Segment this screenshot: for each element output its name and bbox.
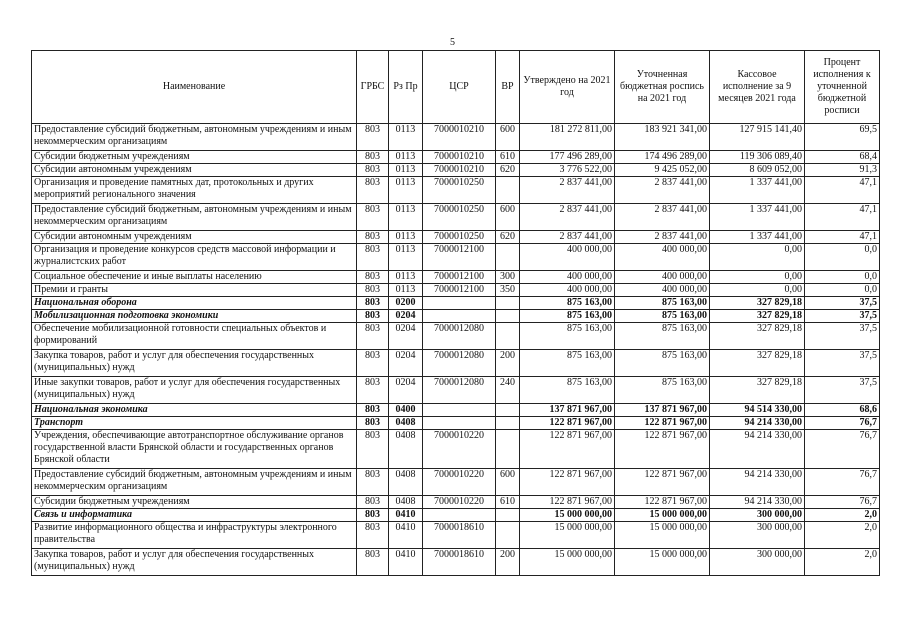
cell-refined: 9 425 052,00 (615, 164, 710, 177)
cell-vr (496, 297, 520, 310)
cell-approved: 122 871 967,00 (520, 417, 615, 430)
cell-csr: 7000010250 (423, 177, 496, 204)
cell-refined: 122 871 967,00 (615, 430, 710, 469)
cell-rz-pr: 0400 (389, 404, 423, 417)
cell-grbs: 803 (357, 323, 389, 350)
cell-approved: 15 000 000,00 (520, 549, 615, 576)
cell-name: Субсидии автономным учреждениям (32, 231, 357, 244)
cell-approved: 875 163,00 (520, 310, 615, 323)
cell-refined: 122 871 967,00 (615, 417, 710, 430)
cell-approved: 181 272 811,00 (520, 124, 615, 151)
header-percent: Процент исполнения к уточненной бюджетной росписи (805, 51, 880, 124)
cell-rz-pr: 0204 (389, 323, 423, 350)
table-row (32, 522, 880, 549)
cell-percent: 47,1 (805, 204, 880, 231)
cell-name: Развитие информационного общества и инфраструктуры электронного правительства (32, 522, 357, 549)
cell-cash: 0,00 (710, 284, 805, 297)
cell-percent: 2,0 (805, 522, 880, 549)
cell-csr: 7000010220 (423, 469, 496, 496)
table-row (32, 310, 880, 323)
cell-percent: 69,5 (805, 124, 880, 151)
cell-vr (496, 310, 520, 323)
page-number: 5 (450, 37, 455, 48)
cell-cash: 327 829,18 (710, 350, 805, 377)
cell-rz-pr: 0113 (389, 151, 423, 164)
cell-percent: 47,1 (805, 231, 880, 244)
cell-rz-pr: 0408 (389, 430, 423, 469)
cell-csr: 7000012080 (423, 377, 496, 404)
cell-approved: 15 000 000,00 (520, 522, 615, 549)
table-header-row (32, 51, 880, 124)
cell-refined: 15 000 000,00 (615, 549, 710, 576)
cell-name: Субсидии бюджетным учреждениям (32, 151, 357, 164)
cell-grbs: 803 (357, 297, 389, 310)
header-name: Наименование (32, 51, 357, 124)
cell-name: Учреждения, обеспечивающие автотранспортное обслуживание органов государственной власти Брянской области и государственных органов Брянской области (32, 430, 357, 469)
cell-cash: 327 829,18 (710, 377, 805, 404)
cell-csr: 7000010210 (423, 151, 496, 164)
cell-refined: 183 921 341,00 (615, 124, 710, 151)
cell-rz-pr: 0408 (389, 496, 423, 509)
cell-rz-pr: 0113 (389, 284, 423, 297)
cell-rz-pr: 0113 (389, 177, 423, 204)
cell-vr: 600 (496, 469, 520, 496)
cell-cash: 300 000,00 (710, 509, 805, 522)
cell-csr: 7000010210 (423, 164, 496, 177)
cell-vr (496, 177, 520, 204)
table-row (32, 244, 880, 271)
cell-percent: 37,5 (805, 310, 880, 323)
cell-name: Национальная экономика (32, 404, 357, 417)
table-row (32, 509, 880, 522)
cell-cash: 1 337 441,00 (710, 177, 805, 204)
header-approved: Утверждено на 2021 год (520, 51, 615, 124)
cell-csr: 7000012100 (423, 244, 496, 271)
cell-percent: 2,0 (805, 509, 880, 522)
cell-cash: 94 214 330,00 (710, 469, 805, 496)
cell-cash: 327 829,18 (710, 323, 805, 350)
cell-name: Иные закупки товаров, работ и услуг для обеспечения государственных (муниципальных) нужд (32, 377, 357, 404)
cell-percent: 91,3 (805, 164, 880, 177)
cell-grbs: 803 (357, 469, 389, 496)
cell-refined: 174 496 289,00 (615, 151, 710, 164)
cell-grbs: 803 (357, 151, 389, 164)
cell-cash: 300 000,00 (710, 522, 805, 549)
cell-csr: 7000012100 (423, 284, 496, 297)
cell-grbs: 803 (357, 284, 389, 297)
cell-grbs: 803 (357, 404, 389, 417)
cell-cash: 8 609 052,00 (710, 164, 805, 177)
table-row (32, 124, 880, 151)
cell-approved: 2 837 441,00 (520, 177, 615, 204)
cell-name: Субсидии автономным учреждениям (32, 164, 357, 177)
cell-approved: 3 776 522,00 (520, 164, 615, 177)
cell-grbs: 803 (357, 271, 389, 284)
cell-grbs: 803 (357, 350, 389, 377)
cell-csr: 7000010250 (423, 231, 496, 244)
cell-grbs: 803 (357, 177, 389, 204)
cell-grbs: 803 (357, 509, 389, 522)
cell-percent: 47,1 (805, 177, 880, 204)
cell-refined: 875 163,00 (615, 377, 710, 404)
cell-name: Субсидии бюджетным учреждениям (32, 496, 357, 509)
cell-cash: 327 829,18 (710, 310, 805, 323)
cell-vr: 600 (496, 124, 520, 151)
cell-percent: 76,7 (805, 417, 880, 430)
cell-approved: 875 163,00 (520, 297, 615, 310)
cell-cash: 94 214 330,00 (710, 496, 805, 509)
table-row (32, 430, 880, 469)
cell-percent: 0,0 (805, 244, 880, 271)
cell-grbs: 803 (357, 417, 389, 430)
table-row (32, 350, 880, 377)
cell-vr: 610 (496, 496, 520, 509)
cell-percent: 68,6 (805, 404, 880, 417)
cell-cash: 1 337 441,00 (710, 204, 805, 231)
cell-csr: 7000010220 (423, 430, 496, 469)
cell-cash: 300 000,00 (710, 549, 805, 576)
cell-name: Обеспечение мобилизационной готовности специальных объектов и формирований (32, 323, 357, 350)
cell-percent: 76,7 (805, 430, 880, 469)
cell-name: Предоставление субсидий бюджетным, автономным учреждениям и иным некоммерческим организациям (32, 124, 357, 151)
cell-percent: 37,5 (805, 323, 880, 350)
cell-rz-pr: 0204 (389, 350, 423, 377)
cell-refined: 400 000,00 (615, 271, 710, 284)
table-body (32, 124, 880, 576)
cell-refined: 122 871 967,00 (615, 496, 710, 509)
table-row (32, 297, 880, 310)
cell-csr: 7000010250 (423, 204, 496, 231)
cell-approved: 177 496 289,00 (520, 151, 615, 164)
table-row (32, 204, 880, 231)
cell-refined: 2 837 441,00 (615, 177, 710, 204)
cell-csr: 7000010210 (423, 124, 496, 151)
cell-cash: 327 829,18 (710, 297, 805, 310)
cell-csr: 7000012100 (423, 271, 496, 284)
table-row (32, 549, 880, 576)
cell-approved: 2 837 441,00 (520, 231, 615, 244)
cell-approved: 400 000,00 (520, 271, 615, 284)
cell-cash: 0,00 (710, 244, 805, 271)
cell-grbs: 803 (357, 496, 389, 509)
cell-vr (496, 430, 520, 469)
cell-vr: 200 (496, 350, 520, 377)
cell-name: Национальная оборона (32, 297, 357, 310)
cell-vr (496, 244, 520, 271)
cell-refined: 15 000 000,00 (615, 509, 710, 522)
cell-rz-pr: 0204 (389, 310, 423, 323)
cell-percent: 68,4 (805, 151, 880, 164)
table-row (32, 377, 880, 404)
cell-refined: 875 163,00 (615, 323, 710, 350)
cell-csr (423, 297, 496, 310)
table-row (32, 164, 880, 177)
cell-cash: 94 214 330,00 (710, 417, 805, 430)
cell-percent: 2,0 (805, 549, 880, 576)
cell-approved: 122 871 967,00 (520, 469, 615, 496)
cell-grbs: 803 (357, 430, 389, 469)
header-cash: Кассовое исполнение за 9 месяцев 2021 года (710, 51, 805, 124)
cell-refined: 400 000,00 (615, 284, 710, 297)
cell-refined: 400 000,00 (615, 244, 710, 271)
cell-percent: 0,0 (805, 271, 880, 284)
cell-vr: 200 (496, 549, 520, 576)
table-row (32, 404, 880, 417)
cell-approved: 400 000,00 (520, 284, 615, 297)
cell-approved: 2 837 441,00 (520, 204, 615, 231)
cell-vr: 620 (496, 164, 520, 177)
cell-approved: 875 163,00 (520, 377, 615, 404)
cell-rz-pr: 0410 (389, 509, 423, 522)
cell-refined: 2 837 441,00 (615, 231, 710, 244)
cell-name: Организация и проведение конкурсов средств массовой информации и журналистских работ (32, 244, 357, 271)
cell-rz-pr: 0113 (389, 204, 423, 231)
cell-grbs: 803 (357, 549, 389, 576)
cell-csr (423, 417, 496, 430)
cell-name: Премии и гранты (32, 284, 357, 297)
table-row (32, 231, 880, 244)
cell-approved: 15 000 000,00 (520, 509, 615, 522)
cell-grbs: 803 (357, 310, 389, 323)
cell-rz-pr: 0204 (389, 377, 423, 404)
cell-name: Предоставление субсидий бюджетным, автономным учреждениям и иным некоммерческим организациям (32, 204, 357, 231)
cell-csr: 7000010220 (423, 496, 496, 509)
cell-grbs: 803 (357, 377, 389, 404)
cell-cash: 1 337 441,00 (710, 231, 805, 244)
cell-rz-pr: 0113 (389, 124, 423, 151)
cell-vr (496, 404, 520, 417)
cell-grbs: 803 (357, 231, 389, 244)
cell-cash: 94 214 330,00 (710, 430, 805, 469)
cell-percent: 37,5 (805, 297, 880, 310)
cell-refined: 122 871 967,00 (615, 469, 710, 496)
cell-rz-pr: 0113 (389, 231, 423, 244)
table-row (32, 177, 880, 204)
cell-grbs: 803 (357, 124, 389, 151)
cell-approved: 875 163,00 (520, 350, 615, 377)
budget-table (31, 50, 880, 576)
cell-rz-pr: 0113 (389, 271, 423, 284)
cell-grbs: 803 (357, 204, 389, 231)
cell-csr: 7000012080 (423, 323, 496, 350)
cell-vr (496, 509, 520, 522)
cell-refined: 137 871 967,00 (615, 404, 710, 417)
cell-refined: 875 163,00 (615, 310, 710, 323)
cell-percent: 37,5 (805, 350, 880, 377)
cell-grbs: 803 (357, 244, 389, 271)
cell-vr: 600 (496, 204, 520, 231)
cell-percent: 0,0 (805, 284, 880, 297)
cell-vr: 350 (496, 284, 520, 297)
cell-name: Связь и информатика (32, 509, 357, 522)
cell-approved: 400 000,00 (520, 244, 615, 271)
cell-name: Транспорт (32, 417, 357, 430)
cell-rz-pr: 0408 (389, 469, 423, 496)
table-row (32, 323, 880, 350)
cell-vr: 300 (496, 271, 520, 284)
cell-rz-pr: 0113 (389, 244, 423, 271)
cell-cash: 0,00 (710, 271, 805, 284)
cell-rz-pr: 0410 (389, 549, 423, 576)
cell-csr: 7000012080 (423, 350, 496, 377)
table-row (32, 284, 880, 297)
cell-rz-pr: 0113 (389, 164, 423, 177)
table-row (32, 151, 880, 164)
cell-rz-pr: 0408 (389, 417, 423, 430)
header-csr: ЦСР (423, 51, 496, 124)
cell-approved: 122 871 967,00 (520, 496, 615, 509)
cell-name: Закупка товаров, работ и услуг для обеспечения государственных (муниципальных) нужд (32, 350, 357, 377)
cell-approved: 875 163,00 (520, 323, 615, 350)
cell-csr: 7000018610 (423, 522, 496, 549)
table-row (32, 271, 880, 284)
cell-approved: 122 871 967,00 (520, 430, 615, 469)
cell-name: Предоставление субсидий бюджетным, автономным учреждениям и иным некоммерческим организациям (32, 469, 357, 496)
cell-percent: 37,5 (805, 377, 880, 404)
cell-cash: 127 915 141,40 (710, 124, 805, 151)
cell-percent: 76,7 (805, 469, 880, 496)
header-rz-pr: Рз Пр (389, 51, 423, 124)
header-refined: Уточненная бюджетная роспись на 2021 год (615, 51, 710, 124)
cell-vr: 610 (496, 151, 520, 164)
cell-rz-pr: 0410 (389, 522, 423, 549)
cell-name: Социальное обеспечение и иные выплаты населению (32, 271, 357, 284)
cell-vr (496, 417, 520, 430)
cell-refined: 2 837 441,00 (615, 204, 710, 231)
table-row (32, 496, 880, 509)
cell-vr (496, 522, 520, 549)
table-row (32, 417, 880, 430)
cell-csr (423, 310, 496, 323)
cell-refined: 875 163,00 (615, 297, 710, 310)
cell-refined: 15 000 000,00 (615, 522, 710, 549)
cell-vr (496, 323, 520, 350)
cell-vr: 620 (496, 231, 520, 244)
cell-csr (423, 509, 496, 522)
cell-csr (423, 404, 496, 417)
cell-rz-pr: 0200 (389, 297, 423, 310)
cell-vr: 240 (496, 377, 520, 404)
cell-approved: 137 871 967,00 (520, 404, 615, 417)
cell-cash: 94 514 330,00 (710, 404, 805, 417)
header-vr: ВР (496, 51, 520, 124)
cell-refined: 875 163,00 (615, 350, 710, 377)
cell-csr: 7000018610 (423, 549, 496, 576)
header-grbs: ГРБС (357, 51, 389, 124)
cell-percent: 76,7 (805, 496, 880, 509)
cell-grbs: 803 (357, 522, 389, 549)
cell-name: Организация и проведение памятных дат, протокольных и других мероприятий регионального значения (32, 177, 357, 204)
cell-grbs: 803 (357, 164, 389, 177)
cell-cash: 119 306 089,40 (710, 151, 805, 164)
cell-name: Закупка товаров, работ и услуг для обеспечения государственных (муниципальных) нужд (32, 549, 357, 576)
table-row (32, 469, 880, 496)
cell-name: Мобилизационная подготовка экономики (32, 310, 357, 323)
